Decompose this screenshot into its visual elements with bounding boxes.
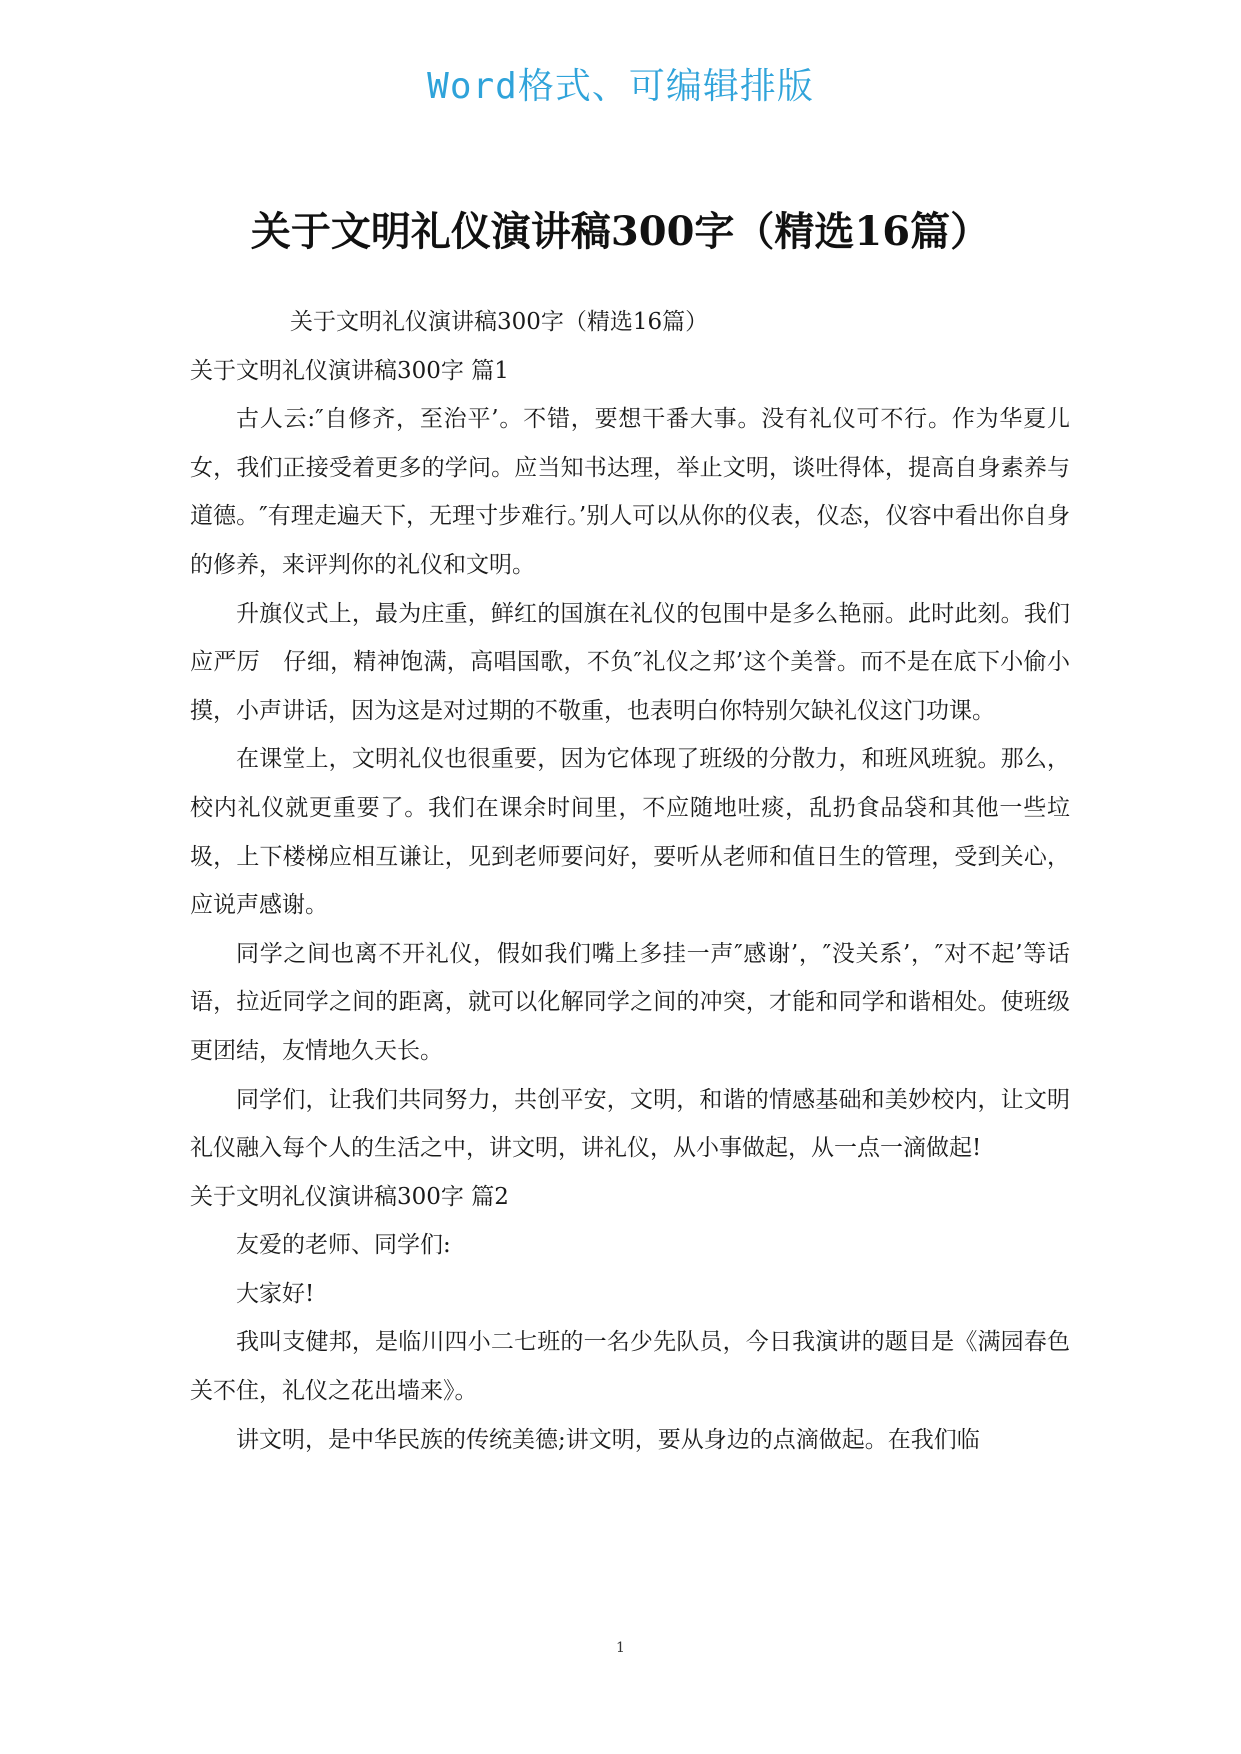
- section-1: [190, 347, 1070, 1173]
- paragraph: 在课堂上，文明礼仪也很重要，因为它体现了班级的分散力，和班风班貌。那么，校内礼仪就更重要了。我们在课余时间里，不应随地吐痰，乱扔食品袋和其他一些垃圾，上下楼梯应相互谦让，见到老师要问好，要听从老师和值日生的管理，受到关心，应说声感谢。: [190, 746, 1070, 919]
- document-subtitle: 关于文明礼仪演讲稿300字（精选16篇）: [290, 309, 709, 335]
- paragraph: 同学们，让我们共同努力，共创平安，文明，和谐的情感基础和美妙校内，让文明礼仪融入每个人的生活之中，讲文明，讲礼仪，从小事做起，从一点一滴做起!: [190, 1086, 1070, 1162]
- paragraph: 大家好!: [236, 1280, 315, 1307]
- section-heading: 关于文明礼仪演讲稿300字 篇2: [190, 1183, 509, 1210]
- page-number: 1: [616, 1640, 625, 1656]
- section-2: [190, 1173, 1070, 1465]
- paragraph: 古人云:″自修齐，至治平’。不错，要想干番大事。没有礼仪可不行。作为华夏儿女，我们正接受着更多的学问。应当知书达理，举止文明，谈吐得体，提高自身素养与道德。″有理走遍天下，无理寸步难行。’别人可以从你的仪表，仪态，仪容中看出你自身的修养，来评判你的礼仪和文明。: [190, 406, 1070, 578]
- document-body: [190, 298, 1070, 1464]
- section-heading: 关于文明礼仪演讲稿300字 篇1: [190, 357, 509, 384]
- header-banner: Word格式、可编辑排版: [427, 66, 814, 107]
- paragraph: 同学之间也离不开礼仪，假如我们嘴上多挂一声″感谢’，″没关系’，″对不起’等话语，拉近同学之间的距离，就可以化解同学之间的冲突，才能和同学和谐相处。使班级更团结，友情地久天长。: [190, 940, 1070, 1064]
- document-title: 关于文明礼仪演讲稿300字（精选16篇）: [250, 208, 991, 255]
- paragraph: 讲文明，是中华民族的传统美德;讲文明，要从身边的点滴做起。在我们临: [236, 1426, 980, 1453]
- paragraph: 友爱的老师、同学们:: [236, 1232, 451, 1259]
- paragraph: 我叫支健邦，是临川四小二七班的一名少先队员，今日我演讲的题目是《满园春色关不住，礼仪之花出墙来》。: [190, 1329, 1070, 1405]
- paragraph: 升旗仪式上，最为庄重，鲜红的国旗在礼仪的包围中是多么艳丽。此时此刻。我们应严厉 仔细，精神饱满，高唱国歌，不负″礼仪之邦’这个美誉。而不是在底下小偷小摸，小声讲话，因为这是对过期的不敬重，也表明白你特别欠缺礼仪这门功课。: [190, 600, 1070, 724]
